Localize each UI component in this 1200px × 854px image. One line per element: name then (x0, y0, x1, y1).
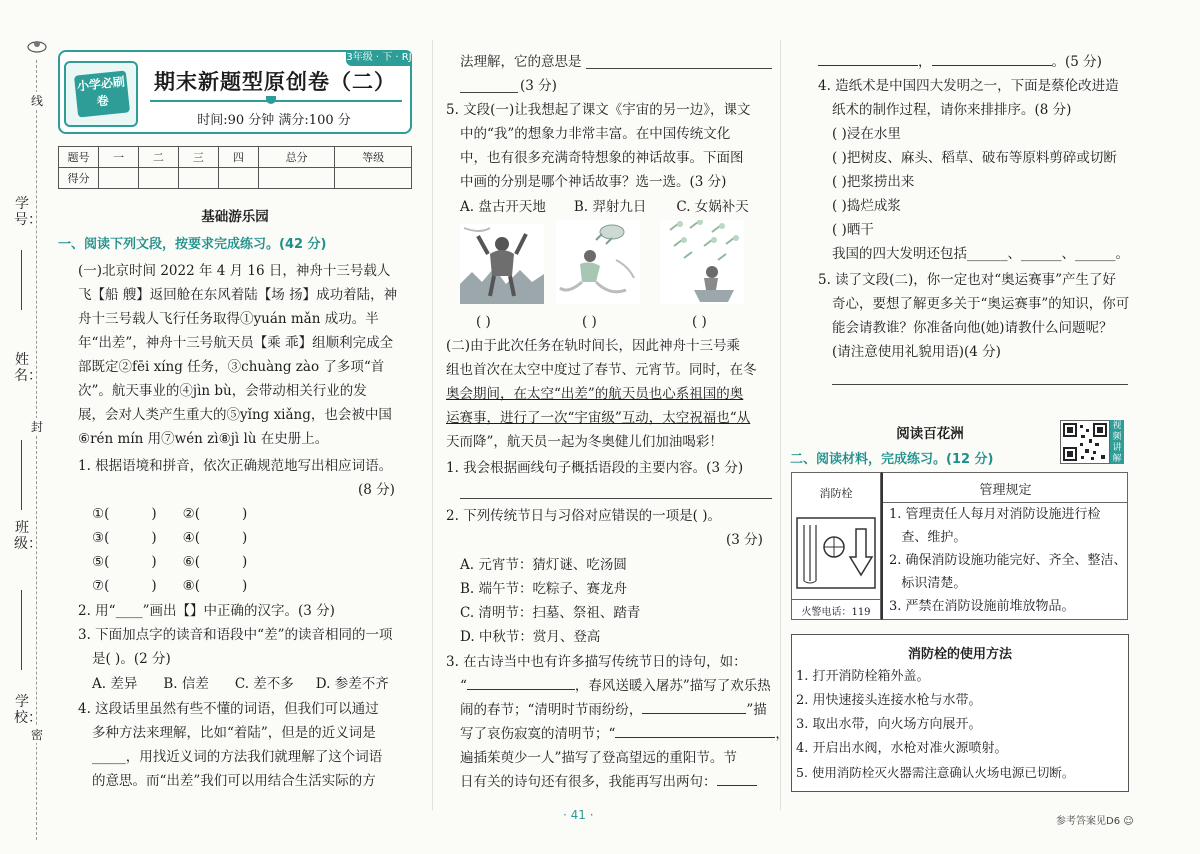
question-5-col3-line: 奇心，要想了解更多关于“奥运赛事”的知识，你可 (832, 296, 1130, 312)
score-input-cell[interactable] (258, 168, 335, 189)
score-input-cell[interactable] (99, 168, 139, 189)
sequence-step[interactable]: ( )捣烂成浆 (832, 198, 901, 214)
sequence-step[interactable]: ( )浸在水里 (832, 126, 901, 142)
option-b[interactable]: B. 羿射九日 (573, 199, 647, 215)
rules-title: 管理规定 (883, 479, 1128, 503)
table-cell: 得分 (59, 168, 99, 189)
score-input-cell[interactable] (218, 168, 258, 189)
exam-title: 期末新题型原创卷（二） (154, 70, 396, 94)
question-2-col2: 2. 下列传统节日与习俗对应错误的一项是( )。 (446, 508, 721, 524)
qr-code-icon[interactable] (1060, 420, 1110, 464)
table-cell: 题号 (59, 147, 99, 168)
option-b[interactable]: B. 信差 (163, 676, 209, 692)
myth-picture-houyi (660, 220, 744, 308)
col3-continuation: ， 。(5 分) (818, 52, 1102, 72)
myth-answer-bracket[interactable]: ( ) (582, 314, 597, 330)
score-input-cell[interactable] (335, 168, 412, 189)
table-cell: 总分 (258, 147, 335, 168)
gutter-xuexiao-label: 学校： (14, 694, 42, 726)
col2-continuation-points: (3 分) (520, 78, 557, 94)
question-2: 2. 用“____”画出【】中正确的汉字。(3 分) (78, 603, 335, 619)
gutter-xingming-label: 姓名： (14, 352, 42, 384)
passage1-line: 年“出差”，神舟十三号航天员【乘 乖】组顺利完成全 (78, 335, 394, 351)
fire-phone: 火警电话：119 (792, 599, 880, 618)
question-1-points: (8 分) (358, 482, 395, 498)
sequence-step[interactable]: ( )把树皮、麻头、稻草、破布等原料剪碎或切断 (832, 150, 1117, 166)
rule-line: 2. 确保消防设施功能完好、齐全、整洁、 (889, 553, 1127, 568)
option-c[interactable]: C. 女娲补天 (676, 199, 749, 215)
question-5-line: 中画的分别是哪个神话故事？选一选。(3 分) (460, 174, 727, 190)
answer-line[interactable] (460, 498, 772, 499)
howto-title: 消防栓的使用方法 (907, 647, 1012, 662)
passage1-line: (一)北京时间 2022 年 4 月 16 日，神舟十三号载人 (78, 263, 391, 279)
table-cell: 一 (99, 147, 139, 168)
question-1-col2: 1. 我会根据画线句子概括语段的主要内容。(3 分) (446, 460, 744, 476)
question-3-line: “ ，春风送暖入屠苏”描写了欢乐热 (460, 678, 771, 694)
inventions-fill[interactable]: 我国的四大发明还包括______、______、______。 (832, 246, 1129, 262)
exam-header (58, 50, 412, 134)
fire-hydrant-icon (796, 517, 876, 593)
question-3-line: 闹的春节；“清明时节雨纷纷， ”描 (460, 702, 767, 718)
table-cell: 等级 (335, 147, 412, 168)
question-5-line: 中，也有很多充满奇特想象的神话故事。下面图 (460, 150, 744, 166)
passage2-line: (二)由于此次任务在轨时间长，因此神舟十三号乘 (446, 338, 741, 354)
rule-line: 标识清楚。 (889, 576, 967, 591)
part1-heading: 一、阅读下列文段，按要求完成练习。(42 分) (58, 237, 327, 252)
score-table (58, 146, 412, 189)
sequence-step[interactable]: ( )晒干 (832, 222, 874, 238)
option-d[interactable]: D. 中秋节：赏月、登高 (460, 629, 601, 645)
score-table-header-row (59, 147, 412, 168)
option-b[interactable]: B. 端午节：吃粽子、赛龙舟 (460, 581, 628, 597)
question-4-line: 的意思。而“出差”我们可以用结合生活实际的方 (92, 773, 376, 789)
gutter-xuehao-label: 学号： (14, 196, 42, 228)
smile-icon: ☺ (1123, 816, 1134, 827)
score-input-cell[interactable] (178, 168, 218, 189)
part2-heading: 二、阅读材料，完成练习。(12 分) (790, 452, 994, 467)
howto-step: 3. 取出水带，向火场方向展开。 (796, 717, 982, 732)
question-3-cont: 是( )。(2 分) (92, 651, 171, 667)
howto-step: 5. 使用消防栓灭火器需注意确认火场电源已切断。 (796, 765, 1075, 780)
option-a[interactable]: A. 差异 (92, 676, 138, 692)
option-a[interactable]: A. 元宵节：猜灯谜、吃汤圆 (460, 557, 627, 573)
question-4-line: 多种方法来理解，比如“着陆”，但是的近义词是 (92, 725, 376, 741)
table-cell: 三 (178, 147, 218, 168)
publisher-logo-icon (26, 38, 48, 54)
question-5-col3: 5. 读了文段(二)，你一定也对“奥运赛事”产生了好 (818, 272, 1117, 288)
question-5-col3-line: 能会请教谁？你准备向他(她)请教什么问题呢？ (832, 320, 1113, 336)
rule-line: 查、维护。 (889, 530, 967, 545)
howto-step: 1. 打开消防栓箱外盖。 (796, 669, 930, 684)
option-d[interactable]: D. 参差不齐 (315, 676, 389, 692)
answer-line[interactable] (832, 384, 1128, 385)
question-5-col3-line: (请注意使用礼貌用语)(4 分) (832, 344, 1001, 360)
option-c[interactable]: C. 清明节：扫墓、祭祖、踏青 (460, 605, 641, 621)
myth-picture-pangu (460, 224, 544, 308)
hydrant-sign (791, 472, 881, 620)
gutter-mi: 密 (30, 728, 43, 742)
grade-tag: 3年级 · 下 · RJ (346, 50, 412, 66)
option-a[interactable]: A. 盘古开天地 (460, 199, 546, 215)
howto-step: 4. 开启出水阀，水枪对准火源喷射。 (796, 741, 1008, 756)
passage2-line: 运赛事，进行了一次“宇宙级”互动，太空祝福也“从 (446, 410, 751, 426)
sequence-step[interactable]: ( )把浆捞出来 (832, 174, 915, 190)
rule-line: 1. 管理责任人每月对消防设施进行检 (889, 507, 1101, 522)
hydrant-usage-box (791, 634, 1129, 792)
passage2-line: 组也首次在太空中度过了春节、元宵节。同时，在冬 (446, 362, 757, 378)
video-explain-tag[interactable]: 视频讲解 (1110, 420, 1124, 464)
question-5-line: 5. 文段(一)让我想起了课文《宇宙的另一边》，课文 (446, 102, 751, 118)
table-cell: 四 (218, 147, 258, 168)
table-cell: 二 (138, 147, 178, 168)
passage2-line: 天而降”，航天员一起为冬奥健儿们加油喝彩！ (446, 434, 723, 450)
question-5-options (460, 197, 749, 217)
brand-badge-text: 小学必刷卷 (74, 70, 130, 117)
question-3-options (92, 674, 389, 694)
question-4-col3: 4. 造纸术是中国四大发明之一，下面是蔡伦改进造 (818, 78, 1119, 94)
passage1-line: 飞【船 艘】返回舱在东风着陆【场 扬】成功着陆，神 (78, 287, 398, 303)
question-3-line: 写了哀伤寂寞的清明节；“ ， (460, 726, 789, 742)
binding-gutter (0, 0, 52, 854)
question-3-line: 遍插茱萸少一人”描写了登高望远的重阳节。节 (460, 750, 737, 766)
rule-line: 3. 严禁在消防设施前堆放物品。 (889, 599, 1075, 614)
gutter-feng: 封 (30, 420, 43, 434)
passage1-line: 部既定②fēi xíng 任务，③chuàng zào 了多项“首 (78, 359, 385, 375)
score-table-score-row (59, 168, 412, 189)
answer-slot-row[interactable]: ⑤( ) ⑥( ) (92, 554, 248, 570)
passage1-line: ⑥rén mín 用⑦wén zì⑧jì lù 在史册上。 (78, 431, 329, 447)
question-2-points: (3 分) (726, 532, 763, 548)
passage1-line: 次”。航天事业的④jìn bù，会带动相关行业的发 (78, 383, 367, 399)
question-3-col2: 3. 在古诗当中也有许多描写传统节日的诗句，如： (446, 654, 747, 670)
hydrant-label: 消防栓 (819, 487, 853, 500)
question-3: 3. 下面加点字的读音和语段中“差”的读音相同的一项 (78, 627, 393, 643)
myth-answer-bracket[interactable]: ( ) (692, 314, 707, 330)
exam-subtitle: 时间:90 分钟 满分:100 分 (197, 113, 351, 128)
answer-reference: 参考答案见D6 ☺ (1056, 816, 1134, 827)
myth-answer-bracket[interactable]: ( ) (476, 314, 491, 330)
option-c[interactable]: C. 差不多 (234, 676, 294, 692)
section-title-basic: 基础游乐园 (201, 209, 269, 225)
management-rules (881, 472, 1128, 620)
howto-step: 2. 用快速接头连接水枪与水带。 (796, 693, 982, 708)
page-number: · 41 · (563, 808, 594, 822)
passage1-line: 舟十三号载人飞行任务取得①yuán mǎn 成功。半 (78, 311, 379, 327)
question-4-line: 4. 这段话里虽然有些不懂的词语，但我们可以通过 (78, 701, 379, 717)
question-4-col3-cont: 纸术的制作过程，请你来排排序。(8 分) (832, 102, 1072, 118)
answer-slot-row[interactable]: ①( ) ②( ) (92, 506, 248, 522)
answer-slot-row[interactable]: ⑦( ) ⑧( ) (92, 578, 248, 594)
answer-slot-row[interactable]: ③( ) ④( ) (92, 530, 248, 546)
question-3-line: 日有关的诗句还有很多，我能再写出两句： (460, 772, 757, 792)
question-5-line: 中的“我”的想象力非常丰富。在中国传统文化 (460, 126, 731, 142)
score-input-cell[interactable] (138, 168, 178, 189)
col2-continuation: 法理解，它的意思是 (460, 54, 582, 70)
question-1: 1. 根据语境和拼音，依次正确规范地写出相应词语。 (78, 458, 393, 474)
section-title-reading: 阅读百花洲 (896, 426, 964, 442)
gutter-xian: 线 (30, 94, 43, 108)
passage2-line: 奥会期间，在太空“出差”的航天员也心系祖国的奥 (446, 386, 744, 402)
passage1-line: 展，会对人类产生重大的⑤yǐng xiǎng，也会被中国 (78, 407, 392, 423)
gutter-banji-label: 班级： (14, 520, 42, 552)
brand-badge (64, 61, 138, 127)
myth-picture-nvwa (556, 220, 640, 308)
notice-board (791, 472, 1129, 622)
question-4-line: _____，用找近义词的方法我们就理解了这个词语 (92, 749, 383, 765)
